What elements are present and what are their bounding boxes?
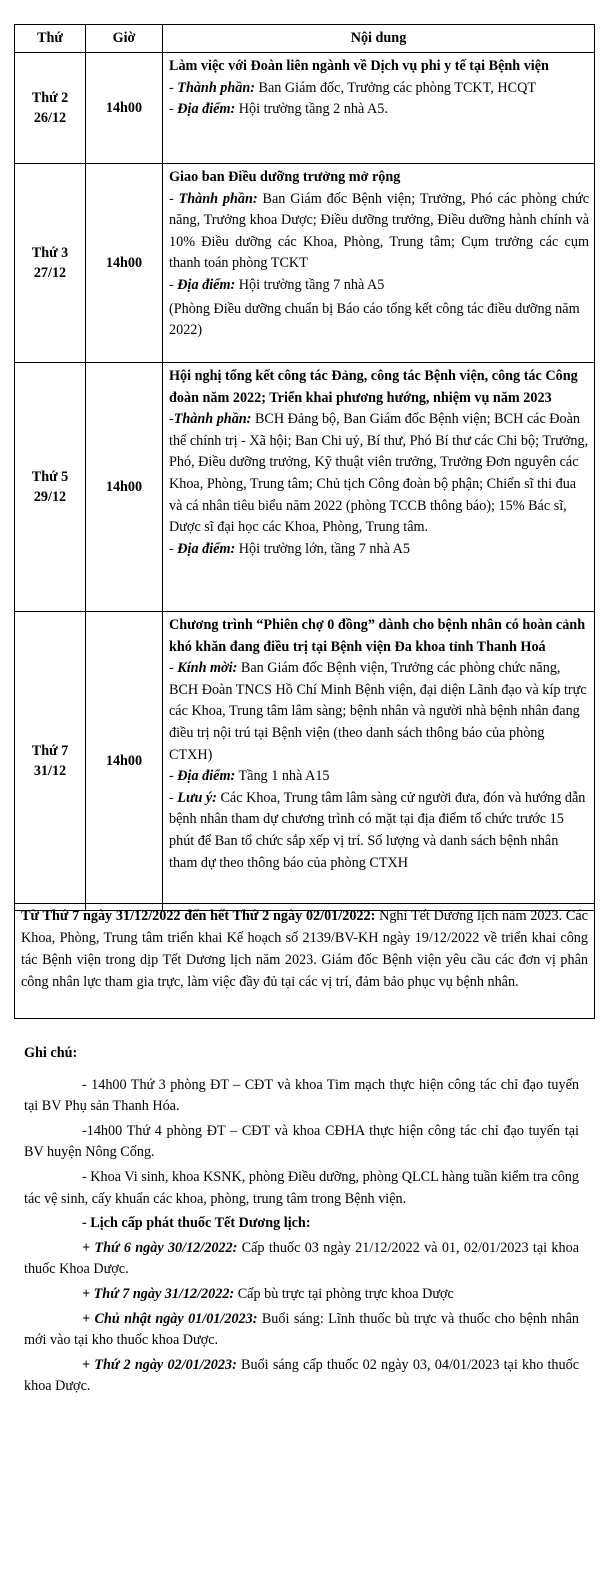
event-line: - Địa điểm: Hội trường tầng 7 nhà A5 <box>169 276 385 293</box>
note-item: -14h00 Thứ 4 phòng ĐT – CĐT và khoa CĐHA thực hiện công tác chỉ đạo tuyến tại BV huyện Nông Cống. <box>24 1122 579 1161</box>
table-row <box>15 164 595 363</box>
content-cell <box>163 363 595 612</box>
event-title: Chương trình “Phiên chợ 0 đồng” dành cho bệnh nhân có hoàn cảnh khó khăn đang điều trị tại Bệnh viện Đa khoa tỉnh Thanh Hoá <box>169 617 586 655</box>
day-date: 26/12 <box>33 110 67 126</box>
time-cell: 14h00 <box>86 164 163 363</box>
note-item: - 14h00 Thứ 3 phòng ĐT – CĐT và khoa Tim mạch thực hiện công tác chỉ đạo tuyến tại BV Phụ sản Thanh Hóa. <box>24 1076 579 1115</box>
header-time: Giờ <box>86 25 163 53</box>
event-line: - Thành phần: Ban Giám đốc Bệnh viện; Trưởng, Phó các phòng chức năng, Trưởng khoa Dược; Điều dưỡng trưởng, Điều dưỡng hành chính và 10% Điều dưỡng các Khoa, Phòng, Trung tâm; Cụm trưởng các cụm thanh toán phòng TCKT <box>169 190 589 272</box>
event-title: Giao ban Điều dưỡng trưởng mở rộng <box>169 169 401 185</box>
content-cell <box>163 53 595 164</box>
notes-section <box>24 1043 579 1401</box>
day-date: 31/12 <box>33 763 67 779</box>
header-content: Nội dung <box>163 25 595 53</box>
notice-text: Nghỉ Tết Dương lịch năm 2023. Các Khoa, Phòng, Trung tâm triển khai Kế hoạch số 2139/BV-KH ngày 19/12/2022 về triển khai công tác Bệnh viện trong dịp Tết Dương lịch năm 2023. Giám đốc Bệnh viện yêu cầu các đơn vị phân công nhân lực tham gia trực, làm việc đầy đủ tại các vị trí, đảm bảo phục vụ bệnh nhân. <box>21 908 588 990</box>
day-date: 27/12 <box>33 265 67 281</box>
day-cell <box>15 53 86 164</box>
day-cell <box>15 612 86 911</box>
table-row <box>15 612 595 911</box>
holiday-notice <box>14 903 595 1019</box>
day-name: Thứ 7 <box>31 743 69 759</box>
table-row <box>15 363 595 612</box>
day-name: Thứ 3 <box>31 245 69 261</box>
day-name: Thứ 2 <box>31 90 69 106</box>
content-cell <box>163 612 595 911</box>
medicine-schedule-heading: - Lịch cấp phát thuốc Tết Dương lịch: <box>82 1215 311 1232</box>
day-cell <box>15 164 86 363</box>
event-line: (Phòng Điều dưỡng chuẩn bị Báo cáo tổng kết công tác điều dưỡng năm 2022) <box>169 300 580 339</box>
time-cell: 14h00 <box>86 612 163 911</box>
event-line: - Địa điểm: Tầng 1 nhà A15 <box>169 768 330 785</box>
notice-heading: Từ Thứ 7 ngày 31/12/2022 đến hết Thứ 2 ngày 02/01/2022: <box>21 908 376 924</box>
time-cell: 14h00 <box>86 53 163 164</box>
event-line: - Địa điểm: Hội trường tầng 2 nhà A5. <box>169 101 388 118</box>
notes-heading: Ghi chú: <box>24 1045 78 1061</box>
time-cell: 14h00 <box>86 363 163 612</box>
event-line: -Thành phần: BCH Đảng bộ, Ban Giám đốc Bệnh viện; BCH các Đoàn thể chính trị - Xã hội; Ban Chi uỷ, Bí thư, Phó Bí thư các Chi bộ; Trưởng, Phó, Điều dưỡng trưởng, Kỹ thuật viên trưởng, Trưởng Đơn nguyên các Khoa, Phòng, Trung tâm; Chủ tịch Công đoàn bộ phận; Chiến sĩ thi đua và cá nhân tiêu biểu năm 2022 (phòng TCCB thông báo); 15% Bác sĩ, Dược sĩ đại học các Khoa, Phòng, Trung tâm. <box>169 411 589 536</box>
day-name: Thứ 5 <box>31 469 69 485</box>
day-date: 29/12 <box>33 489 67 505</box>
medicine-item: + Thứ 7 ngày 31/12/2022: Cấp bù trực tại phòng trực khoa Dược <box>82 1285 454 1302</box>
table-header-row <box>15 25 595 53</box>
event-title: Hội nghị tổng kết công tác Đảng, công tác Bệnh viện, công tác Công đoàn năm 2022; Triển khai phương hướng, nhiệm vụ năm 2023 <box>169 368 578 406</box>
medicine-item: + Chủ nhật ngày 01/01/2023: Buổi sáng: Lĩnh thuốc bù trực và thuốc cho bệnh nhân mới vào tại kho thuốc khoa Dược. <box>24 1310 579 1349</box>
event-line: - Kính mời: Ban Giám đốc Bệnh viện, Trưởng các phòng chức năng, BCH Đoàn TNCS Hồ Chí Minh Bệnh viện, đại diện Lãnh đạo và kíp trực các Khoa, Trung tâm lâm sàng; bệnh nhân và người nhà bệnh nhân đang điều trị nội trú tại Bệnh viện (theo danh sách thông báo của phòng CTXH) <box>169 660 587 763</box>
schedule-table <box>14 24 595 911</box>
note-item: - Khoa Vi sinh, khoa KSNK, phòng Điều dưỡng, phòng QLCL hàng tuần kiểm tra công tác vệ sinh, cấy khuẩn các khoa, phòng, trung tâm trong Bệnh viện. <box>24 1168 579 1207</box>
event-title: Làm việc với Đoàn liên ngành về Dịch vụ phi y tế tại Bệnh viện <box>169 58 549 74</box>
medicine-item: + Thứ 6 ngày 30/12/2022: Cấp thuốc 03 ngày 21/12/2022 và 01, 02/01/2023 tại khoa thuốc Khoa Dược. <box>24 1239 580 1278</box>
content-cell <box>163 164 595 363</box>
event-line: - Lưu ý: Các Khoa, Trung tâm lâm sàng cử người đưa, đón và hướng dẫn bệnh nhân tham dự chương trình có mặt tại địa điểm tổ chức trước 15 phút để Ban tổ chức sắp xếp vị trí. Số lượng và danh sách bệnh nhân tham dự theo thông báo của phòng CTXH <box>169 789 586 871</box>
header-day: Thứ <box>15 25 86 53</box>
event-line: - Địa điểm: Hội trường lớn, tầng 7 nhà A5 <box>169 540 411 557</box>
day-cell <box>15 363 86 612</box>
medicine-item: + Thứ 2 ngày 02/01/2023: Buổi sáng cấp thuốc 02 ngày 03, 04/01/2023 tại kho thuốc khoa Dược. <box>24 1356 580 1395</box>
table-row <box>15 53 595 164</box>
event-line: - Thành phần: Ban Giám đốc, Trưởng các phòng TCKT, HCQT <box>169 79 537 96</box>
